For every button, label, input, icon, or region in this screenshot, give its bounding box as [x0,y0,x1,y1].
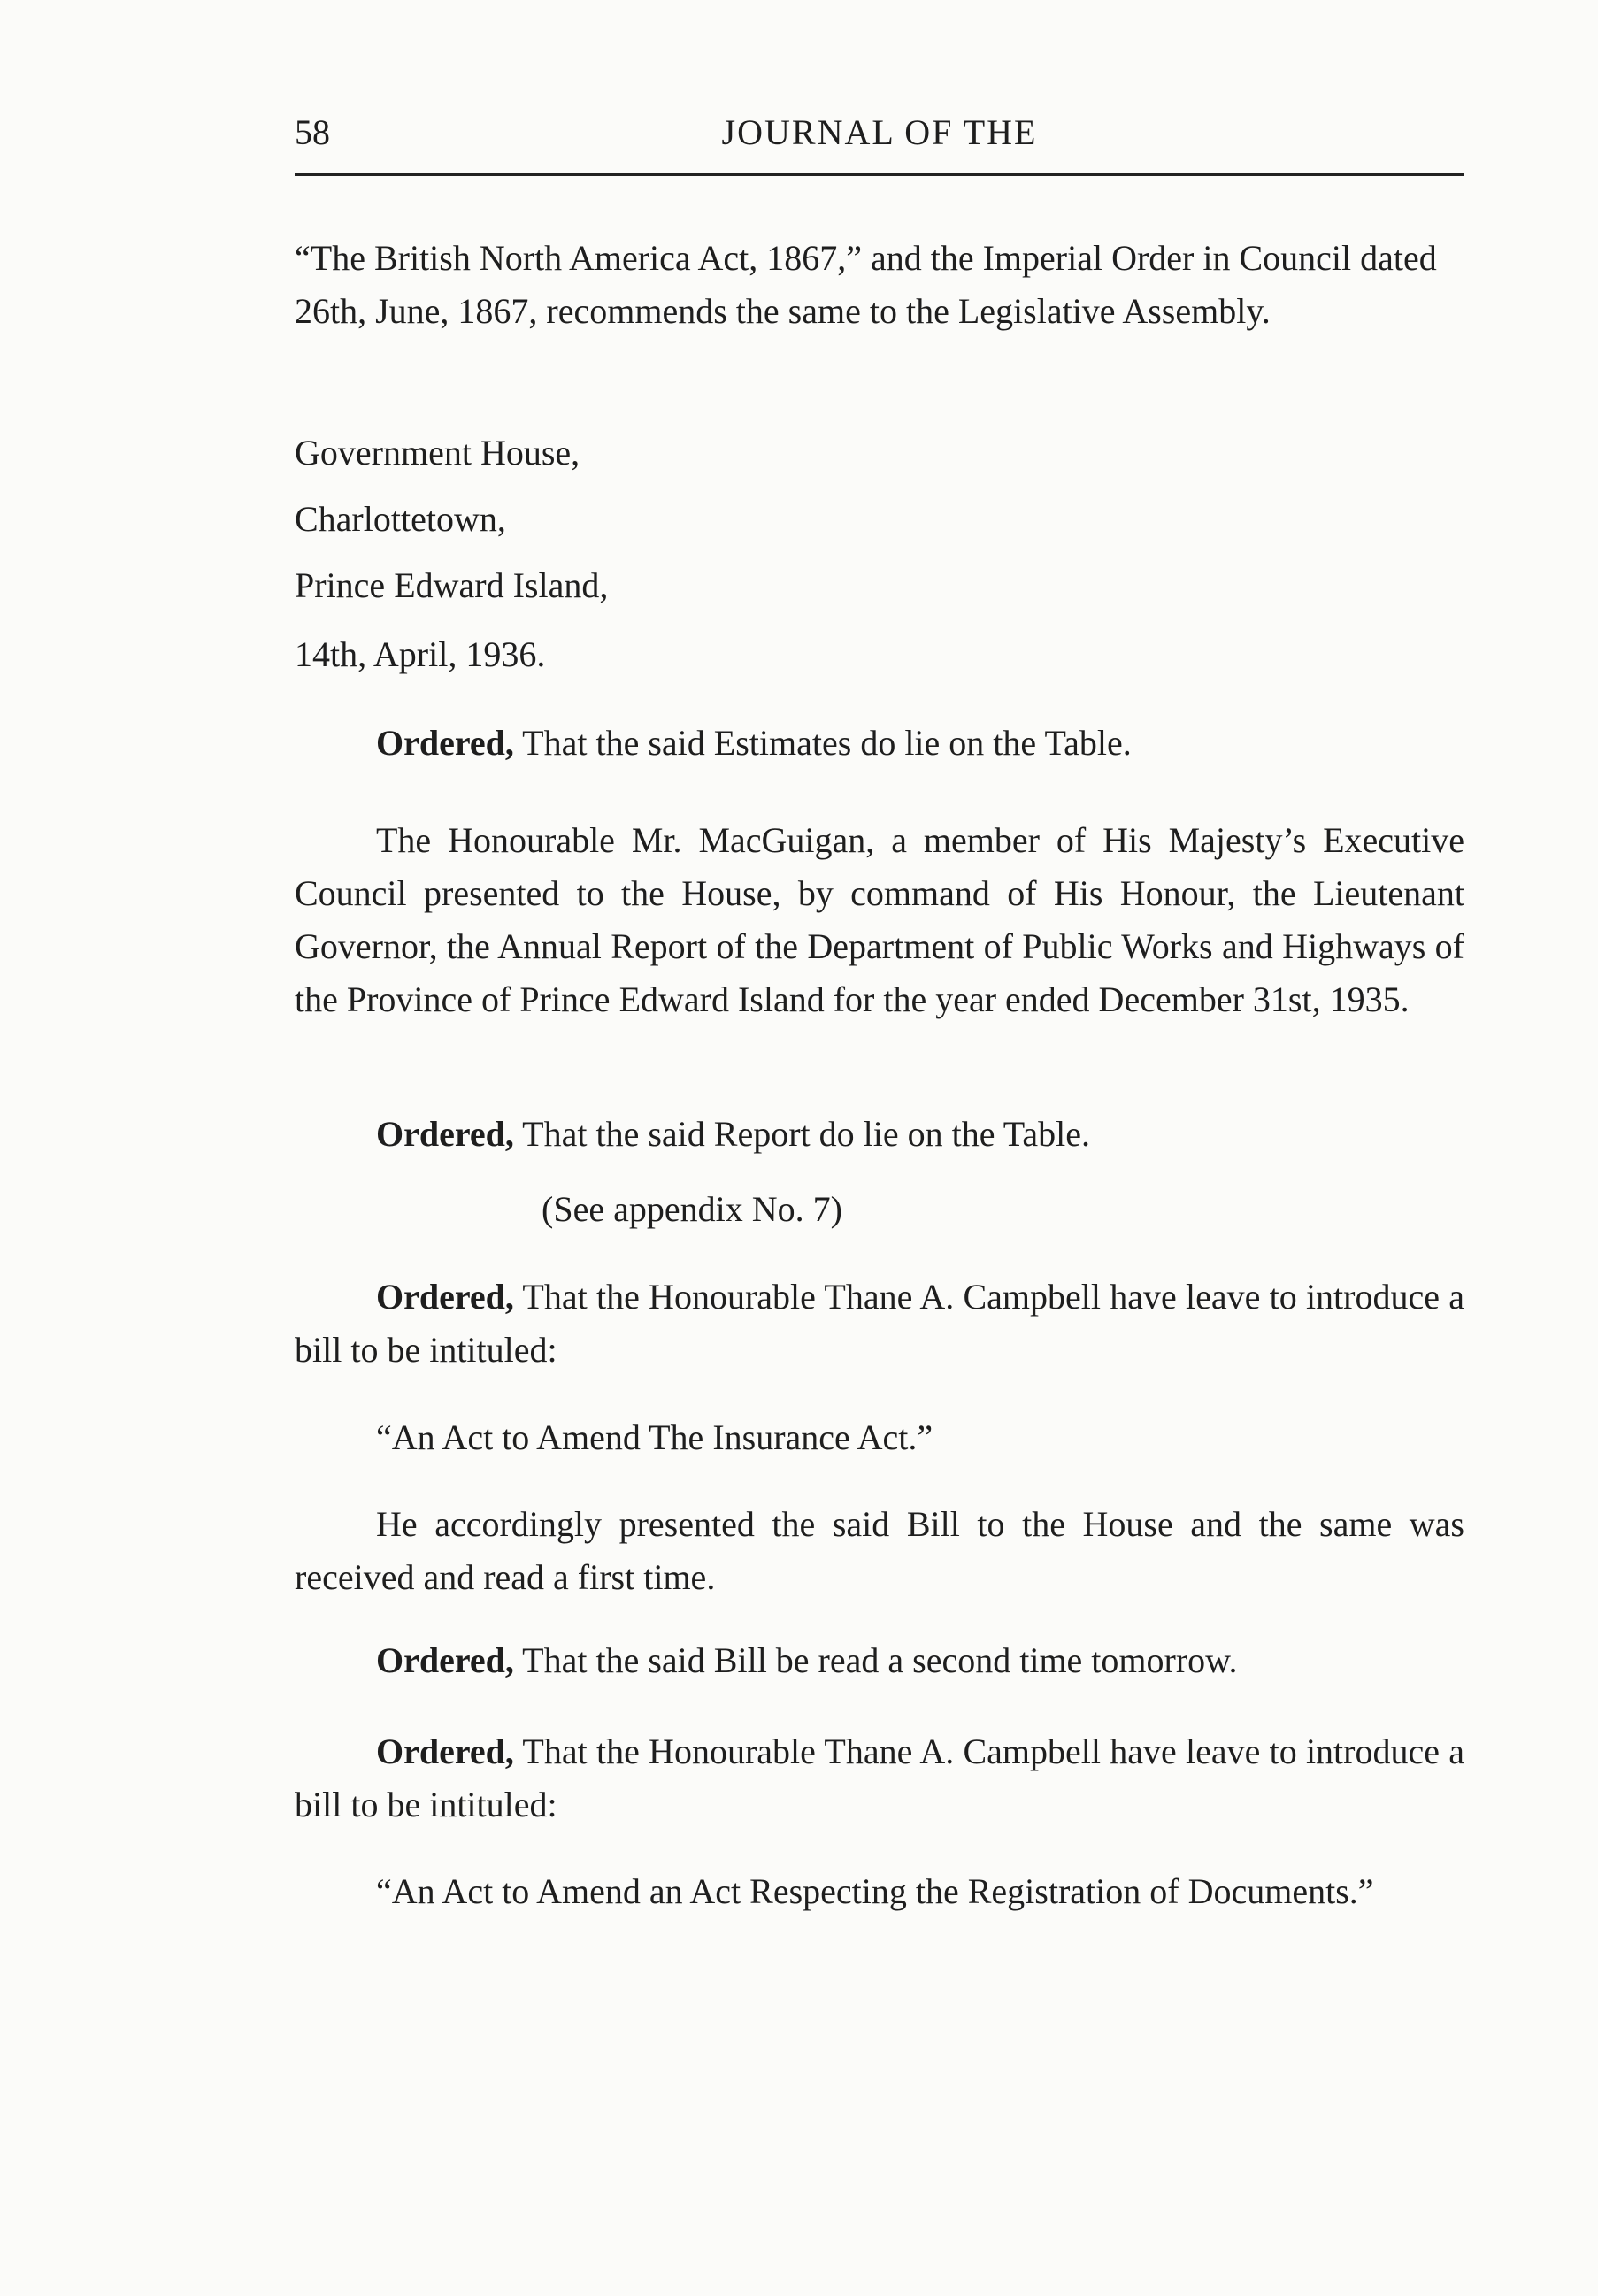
appendix-reference: (See appendix No. 7) [542,1189,842,1229]
address-line-1: Government House, [295,433,580,472]
address-line-3: Prince Edward Island, [295,565,609,605]
ordered-text: That the said Report do lie on the Table. [513,1114,1091,1154]
address-line-2: Charlottetown, [295,499,506,539]
bill-title-registration: “An Act to Amend an Act Respecting the Registration of Documents.” [376,1871,1374,1911]
ordered-second-reading-paragraph [295,1634,1464,1687]
running-head: JOURNAL OF THE [721,112,1038,152]
report-paragraph: The Honourable Mr. MacGuigan, a member of His Majesty’s Executive Council presented to the House, by command of His Honour, the Lieutenant Governor, the Annual Report of the Department of Public Works and Highways of the Province of Prince Edward Island for the year ended December 31st, 1935. [295,820,1464,1019]
ordered-text: That the Honourable Thane A. Campbell have leave to introduce a bill to be intituled: [295,1277,1464,1370]
ordered-estimates-paragraph [295,717,1464,770]
ordered-text: That the said Bill be read a second time tomorrow. [513,1640,1238,1680]
ordered-label: Ordered, [376,723,514,763]
bill-title-insurance: “An Act to Amend The Insurance Act.” [376,1417,933,1457]
presented-paragraph: He accordingly presented the said Bill to the House and the same was received and read a first time. [295,1504,1464,1597]
ordered-insurance-leave-paragraph [295,1271,1464,1377]
ordered-label: Ordered, [376,1277,514,1317]
ordered-report-paragraph [295,1108,1464,1161]
ordered-label: Ordered, [376,1732,514,1771]
page-number: 58 [295,112,330,152]
ordered-registration-leave-paragraph [295,1725,1464,1831]
opening-paragraph: “The British North America Act, 1867,” and the Imperial Order in Council dated 26th, June, 1867, recommends the same to the Legislative Assembly. [295,238,1437,331]
ordered-label: Ordered, [376,1640,514,1680]
ordered-text: That the Honourable Thane A. Campbell have leave to introduce a bill to be intituled: [295,1732,1464,1824]
date-line: 14th, April, 1936. [295,634,546,674]
ordered-label: Ordered, [376,1114,514,1154]
page-header [295,104,1464,175]
header-rule [295,173,1464,176]
ordered-text: That the said Estimates do lie on the Table. [513,723,1132,763]
